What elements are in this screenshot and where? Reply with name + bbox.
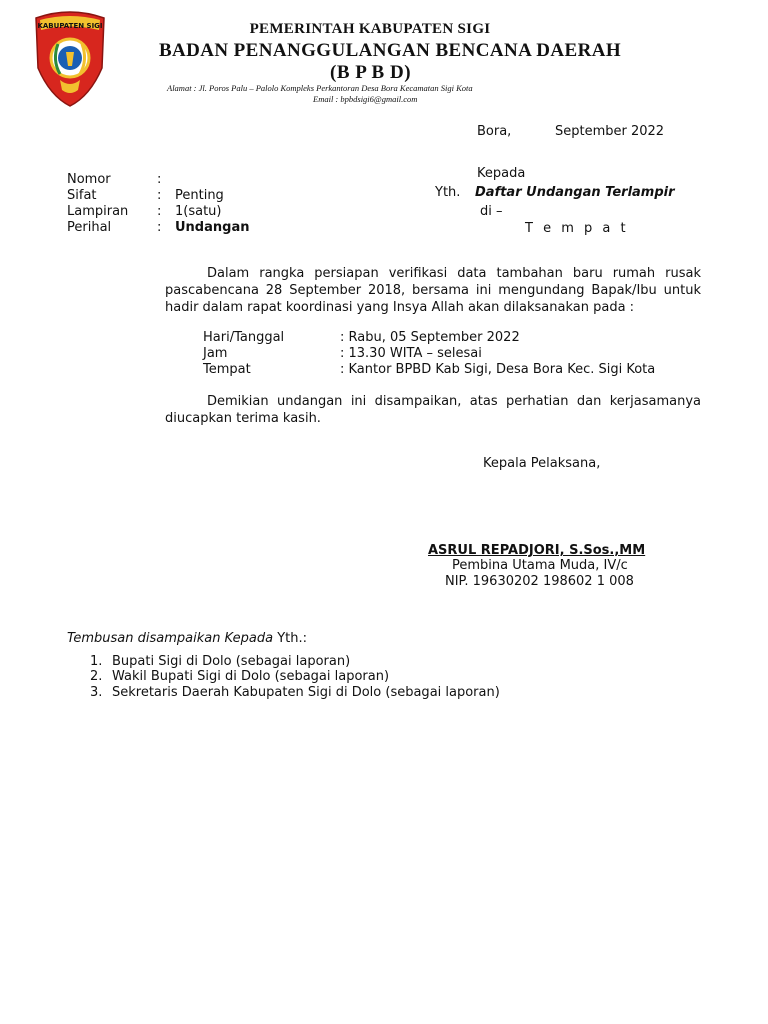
meta-colon: :: [157, 188, 162, 203]
detail-label-time: Jam: [203, 346, 228, 361]
signature-nip: NIP. 19630202 198602 1 008: [445, 574, 634, 589]
cc-item-text: Bupati Sigi di Dolo (sebagai laporan): [112, 654, 351, 669]
meta-label-sifat: Sifat: [67, 188, 97, 203]
date-place: Bora,: [477, 124, 512, 139]
meta-colon: :: [157, 220, 162, 235]
recipient-di: di –: [480, 204, 503, 219]
recipient-kepada: Kepada: [477, 166, 526, 181]
detail-value-place: : Kantor BPBD Kab Sigi, Desa Bora Kec. Sigi Kota: [340, 362, 656, 377]
body-paragraph-1-line-3: hadir dalam rapat koordinasi yang Insya Allah akan dilaksanakan pada :: [165, 300, 635, 315]
cc-item-text: Wakil Bupati Sigi di Dolo (sebagai laporan): [112, 669, 390, 684]
body-paragraph-2-line-1: Demikian undangan ini disampaikan, atas perhatian dan kerjasamanya: [207, 394, 701, 409]
agency-name: BADAN PENANGGULANGAN BENCANA DAERAH: [158, 40, 622, 61]
detail-label-place: Tempat: [203, 362, 251, 377]
logo-text: KABUPATEN SIGI: [37, 22, 103, 30]
signature-title: Kepala Pelaksana,: [483, 456, 601, 471]
meta-value-sifat: Penting: [175, 188, 224, 203]
detail-value-time: : 13.30 WITA – selesai: [340, 346, 482, 361]
recipient-tempat: T e m p a t: [525, 221, 629, 236]
cc-heading-rest: Yth.:: [273, 631, 307, 646]
body-paragraph-2-line-2: diucapkan terima kasih.: [165, 411, 321, 426]
meta-label-nomor: Nomor: [67, 172, 111, 187]
date-value: September 2022: [555, 124, 665, 139]
cc-heading-italic: Tembusan disampaikan Kepada: [67, 631, 274, 646]
body-paragraph-1-line-1: Dalam rangka persiapan verifikasi data tambahan baru rumah rusak: [207, 266, 701, 281]
detail-label-date: Hari/Tanggal: [203, 330, 285, 345]
cc-item-text: Sekretaris Daerah Kabupaten Sigi di Dolo (sebagai laporan): [112, 685, 500, 700]
recipient-yth: Yth.: [435, 185, 461, 200]
address-line: Alamat : Jl. Poros Palu – Palolo Kompleks Perkantoran Desa Bora Kecamatan Sigi Kota: [167, 83, 473, 93]
cc-heading: [67, 631, 307, 646]
cc-item-number: 2.: [90, 669, 103, 684]
government-name: PEMERINTAH KABUPATEN SIGI: [249, 21, 491, 37]
cc-item-number: 3.: [90, 685, 103, 700]
meta-label-perihal: Perihal: [67, 220, 112, 235]
recipient-name: Daftar Undangan Terlampir: [475, 185, 675, 200]
email-line: Email : bpbdsigi6@gmail.com: [313, 94, 418, 104]
signature-name: ASRUL REPADJORI, S.Sos.,MM: [428, 543, 646, 558]
meta-label-lampiran: Lampiran: [67, 204, 129, 219]
detail-value-date: : Rabu, 05 September 2022: [340, 330, 520, 345]
cc-item-number: 1.: [90, 654, 103, 669]
meta-value-perihal: Undangan: [175, 220, 250, 235]
meta-value-lampiran: 1(satu): [175, 204, 222, 219]
regency-logo: [30, 8, 110, 108]
agency-abbreviation: (B P B D): [330, 62, 412, 83]
signature-rank: Pembina Utama Muda, IV/c: [452, 558, 628, 573]
meta-colon: :: [157, 172, 162, 187]
body-paragraph-1-line-2: pascabencana 28 September 2018, bersama ini mengundang Bapak/Ibu untuk: [165, 283, 701, 298]
meta-colon: :: [157, 204, 162, 219]
